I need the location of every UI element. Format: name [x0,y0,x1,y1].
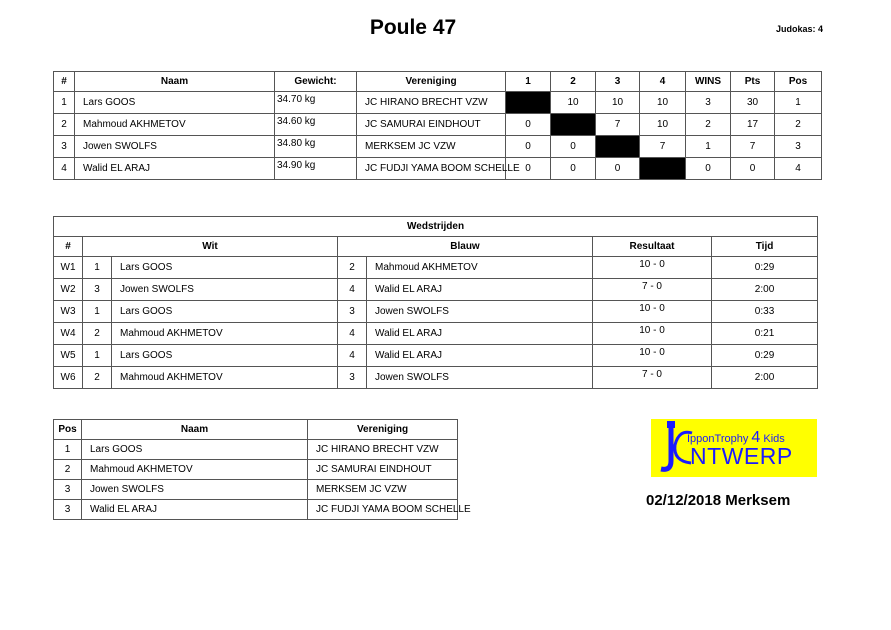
pool-row [54,158,822,180]
pool-cell-num: 3 [54,136,75,158]
ranking-name: Lars GOOS [82,440,308,460]
pool-cell-club: JC HIRANO BRECHT VZW [357,92,506,114]
event-logo [651,419,817,477]
ranking-club: JC SAMURAI EINDHOUT [308,460,458,480]
match-white-name: Mahmoud AKHMETOV [112,367,338,389]
ranking-pos: 1 [54,440,82,460]
pool-cell-pos: 3 [775,136,822,158]
pool-header-club: Vereniging [357,72,506,92]
logo-title-text: IpponTrophy [687,433,749,445]
pool-cell-wins: 2 [686,114,731,136]
ranking-row [54,480,458,500]
ranking-name: Jowen SWOLFS [82,480,308,500]
pool-cell-num: 4 [54,158,75,180]
pool-row [54,136,822,158]
ranking-header-name: Naam [82,420,308,440]
ranking-row [54,500,458,520]
match-blue-num: 3 [338,301,367,323]
match-white-name: Lars GOOS [112,345,338,367]
pool-cell-weight: 34.70 kg [275,92,357,114]
pool-cell-pos: 4 [775,158,822,180]
ranking-row [54,440,458,460]
pool-header-wins: WINS [686,72,731,92]
pool-cell-r4: 7 [640,136,686,158]
match-result: 7 - 0 [593,279,712,301]
match-time: 0:29 [712,345,818,367]
match-time: 0:29 [712,257,818,279]
pool-cell-self [640,158,686,180]
ranking-header-club: Vereniging [308,420,458,440]
match-id: W2 [54,279,83,301]
match-row [54,367,818,389]
pool-cell-club: JC SAMURAI EINDHOUT [357,114,506,136]
pool-cell-r2: 0 [551,136,596,158]
ranking-name: Walid EL ARAJ [82,500,308,520]
match-row [54,345,818,367]
pool-cell-weight: 34.60 kg [275,114,357,136]
logo-title-number: 4 [751,429,761,446]
match-white-num: 1 [83,301,112,323]
pool-cell-r2: 10 [551,92,596,114]
pool-table [53,71,822,180]
pool-cell-club: MERKSEM JC VZW [357,136,506,158]
pool-cell-pts: 17 [731,114,775,136]
matches-header-result: Resultaat [593,237,712,257]
match-row [54,279,818,301]
matches-header-row [54,237,818,257]
match-white-num: 3 [83,279,112,301]
match-white-num: 2 [83,367,112,389]
pool-row [54,92,822,114]
match-white-name: Lars GOOS [112,301,338,323]
pool-cell-num: 1 [54,92,75,114]
pool-header-num: # [54,72,75,92]
ranking-row [54,460,458,480]
pool-cell-club: JC FUDJI YAMA BOOM SCHELLE [357,158,506,180]
match-white-name: Mahmoud AKHMETOV [112,323,338,345]
match-row [54,323,818,345]
match-row [54,257,818,279]
match-result: 10 - 0 [593,345,712,367]
match-time: 2:00 [712,367,818,389]
match-time: 0:21 [712,323,818,345]
match-white-num: 1 [83,257,112,279]
match-id: W6 [54,367,83,389]
match-time: 2:00 [712,279,818,301]
ranking-pos: 3 [54,480,82,500]
pool-cell-self [506,92,551,114]
pool-cell-pos: 2 [775,114,822,136]
logo-title-tail: Kids [763,433,785,445]
match-id: W3 [54,301,83,323]
matches-table [53,216,818,389]
match-blue-name: Walid EL ARAJ [367,279,593,301]
pool-cell-wins: 3 [686,92,731,114]
match-result: 10 - 0 [593,301,712,323]
event-date-location: 02/12/2018 Merksem [646,492,791,509]
ranking-pos: 2 [54,460,82,480]
logo-city: NTWERP [690,443,793,469]
pool-cell-r3: 0 [596,158,640,180]
ranking-header-pos: Pos [54,420,82,440]
match-blue-num: 3 [338,367,367,389]
pool-cell-name: Mahmoud AKHMETOV [75,114,275,136]
ranking-pos: 3 [54,500,82,520]
match-id: W4 [54,323,83,345]
pool-cell-wins: 1 [686,136,731,158]
match-blue-num: 2 [338,257,367,279]
match-result: 7 - 0 [593,367,712,389]
pool-cell-r1: 0 [506,114,551,136]
pool-cell-self [596,136,640,158]
ranking-header-row [54,420,458,440]
matches-header-white: Wit [83,237,338,257]
page-title: Poule 47 [369,16,457,39]
match-id: W5 [54,345,83,367]
ranking-club: JC FUDJI YAMA BOOM SCHELLE [308,500,458,520]
match-white-num: 2 [83,323,112,345]
match-time: 0:33 [712,301,818,323]
match-blue-num: 4 [338,279,367,301]
match-row [54,301,818,323]
match-blue-name: Jowen SWOLFS [367,301,593,323]
pool-cell-name: Lars GOOS [75,92,275,114]
pool-cell-r1: 0 [506,158,551,180]
pool-cell-pts: 7 [731,136,775,158]
pool-header-r3: 3 [596,72,640,92]
pool-cell-weight: 34.80 kg [275,136,357,158]
match-result: 10 - 0 [593,323,712,345]
pool-cell-r3: 10 [596,92,640,114]
match-id: W1 [54,257,83,279]
match-blue-name: Walid EL ARAJ [367,323,593,345]
pool-cell-pts: 30 [731,92,775,114]
match-blue-name: Walid EL ARAJ [367,345,593,367]
pool-header-r2: 2 [551,72,596,92]
ranking-name: Mahmoud AKHMETOV [82,460,308,480]
pool-cell-r4: 10 [640,114,686,136]
match-blue-name: Mahmoud AKHMETOV [367,257,593,279]
pool-cell-self [551,114,596,136]
matches-title: Wedstrijden [54,217,818,237]
pool-header-row [54,72,822,92]
match-blue-num: 4 [338,345,367,367]
pool-row [54,114,822,136]
pool-cell-r4: 10 [640,92,686,114]
pool-cell-name: Jowen SWOLFS [75,136,275,158]
match-blue-num: 4 [338,323,367,345]
match-result: 10 - 0 [593,257,712,279]
pool-header-r1: 1 [506,72,551,92]
ranking-club: JC HIRANO BRECHT VZW [308,440,458,460]
ranking-table [53,419,471,520]
match-white-name: Jowen SWOLFS [112,279,338,301]
matches-header-time: Tijd [712,237,818,257]
pool-cell-pos: 1 [775,92,822,114]
pool-header-weight: Gewicht: [275,72,357,92]
pool-cell-name: Walid EL ARAJ [75,158,275,180]
matches-title-row [54,217,818,237]
pool-cell-r1: 0 [506,136,551,158]
pool-cell-wins: 0 [686,158,731,180]
pool-cell-r3: 7 [596,114,640,136]
pool-header-pts: Pts [731,72,775,92]
matches-header-num: # [54,237,83,257]
pool-header-pos: Pos [775,72,822,92]
pool-cell-r2: 0 [551,158,596,180]
pool-cell-pts: 0 [731,158,775,180]
pool-header-name: Naam [75,72,275,92]
ranking-club: MERKSEM JC VZW [308,480,458,500]
matches-header-blue: Blauw [338,237,593,257]
pool-cell-weight: 34.90 kg [275,158,357,180]
judokas-count: Judokas: 4 [775,24,823,34]
match-white-num: 1 [83,345,112,367]
match-white-name: Lars GOOS [112,257,338,279]
match-blue-name: Jowen SWOLFS [367,367,593,389]
pool-cell-num: 2 [54,114,75,136]
pool-header-r4: 4 [640,72,686,92]
